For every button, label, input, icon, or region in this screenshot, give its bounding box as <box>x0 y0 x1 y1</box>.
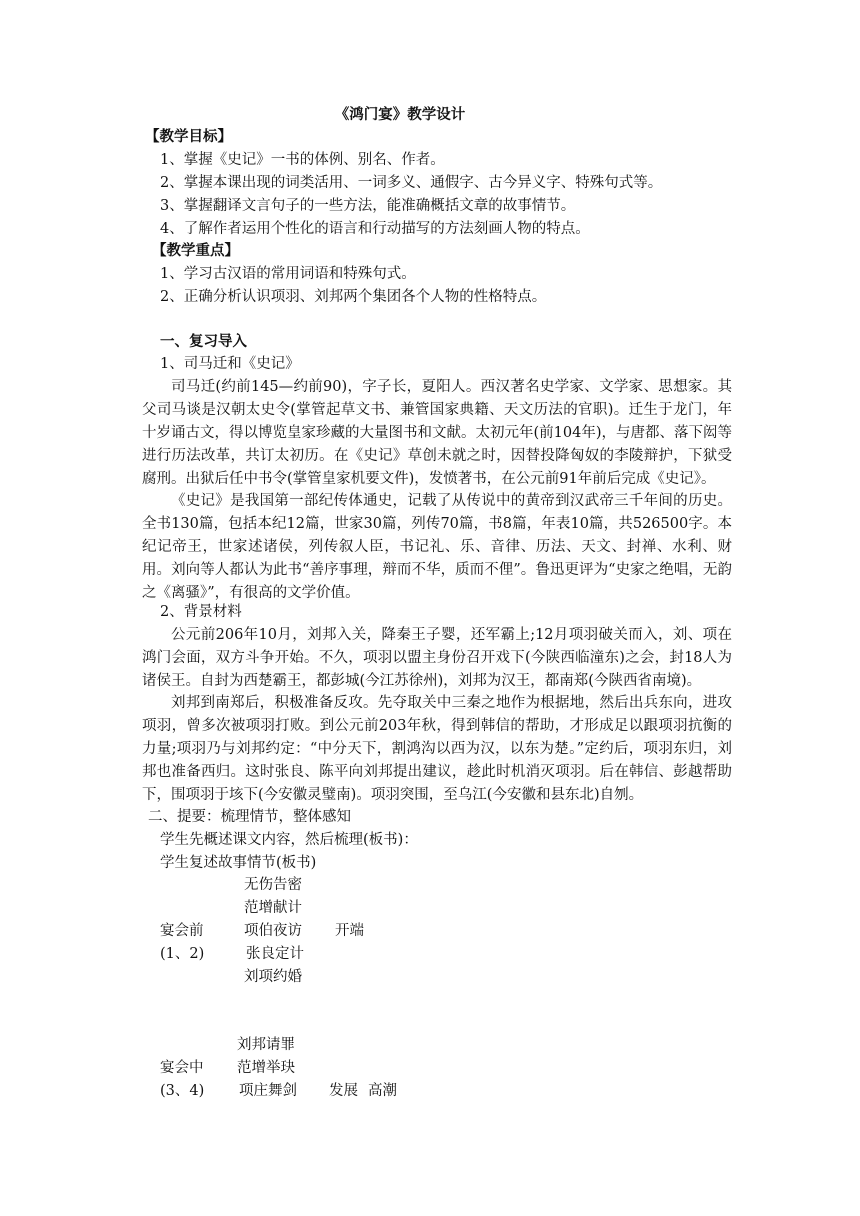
board1-item: 项伯夜访 <box>244 923 302 939</box>
board1-stage: 开端 <box>335 923 364 939</box>
board2-stage: 高潮 <box>368 1083 397 1099</box>
board2-item: 刘邦请罪 <box>237 1037 295 1053</box>
board2-label: 宴会中 <box>160 1060 204 1076</box>
board1-item: 无伤告密 <box>244 877 302 893</box>
biography-paragraph: 司马迁(约前145—约前90)，字子长，夏阳人。西汉著名史学家、文学家、思想家。其父司马谈是汉朝太史令(掌管起草文书、兼管国家典籍、天文历法的官职)。迁生于龙门，年十岁诵古文，得以博览皇家珍藏的大量图书和文献。太初元年(前104年)，与唐都、落下闳等进行历法改革，共订太初历。在《史记》草创未就之时，因替投降匈奴的李陵辩护，下狱受腐刑。出狱后任中书令(掌管皇家机要文件)，发愤著书，在公元前91年前后完成《史记》。 <box>142 379 732 487</box>
goal-item: 1、掌握《史记》一书的体例、别名、作者。 <box>160 152 445 168</box>
goal-item: 3、掌握翻译文言句子的一些方法，能准确概括文章的故事情节。 <box>160 198 576 214</box>
key-points-heading: 【教学重点】 <box>152 242 239 259</box>
goals-heading: 【教学目标】 <box>145 128 232 145</box>
shiji-paragraph: 《史记》是我国第一部纪传体通史，记载了从传说中的黄帝到汉武帝三千年间的历史。全书130篇，包括本纪12篇，世家30篇，列传70篇，书8篇，年表10篇，共526500字。本纪记帝王，世家述诸侯，列传叙人臣，书记礼、乐、音律、历法、天文、封禅、水利、财用。刘向等人都认为此书“善序事理，辩而不华，质而不俚”。鲁迅更评为“史家之绝唱，无韵之《离骚》”，有很高的文学价值。 <box>142 493 732 601</box>
section1-heading: 一、复习导入 <box>160 333 247 350</box>
key-point-item: 1、学习古汉语的常用词语和特殊句式。 <box>160 266 416 282</box>
intro-line: 学生先概述课文内容，然后梳理(板书)： <box>160 832 418 848</box>
goal-item: 2、掌握本课出现的词类活用、一词多义、通假字、古今异义字、特殊句式等。 <box>160 175 663 191</box>
background-paragraph-2: 刘邦到南郑后，积极准备反攻。先夺取关中三秦之地作为根据地，然后出兵东向，进攻项羽，曾多次被项羽打败。到公元前203年秋，得到韩信的帮助，才形成足以跟项羽抗衡的力量;项羽乃与刘邦约定：“中分天下，割鸿沟以西为汉，以东为楚。”定约后，项羽东归，刘邦也准备西归。这时张良、陈平向刘邦提出建议，趁此时机消灭项羽。后在韩信、彭越帮助下，围项羽于垓下(今安徽灵璧南)。项羽突围，至乌江(今安徽和县东北)自刎。 <box>142 695 732 803</box>
board2-item: 项庄舞剑 <box>239 1083 297 1099</box>
board2-item: 范增举玦 <box>237 1060 295 1076</box>
board1-item: 范增献计 <box>244 900 302 916</box>
section2-heading: 二、提要：梳理情节，整体感知 <box>148 809 351 825</box>
key-point-item: 2、正确分析认识项羽、刘邦两个集团各个人物的性格特点。 <box>160 289 547 305</box>
board2-stage: 发展 <box>329 1083 358 1099</box>
retell-line: 学生复述故事情节(板书) <box>160 855 317 871</box>
board1-chapters: (1、2) <box>160 946 205 962</box>
goal-item: 4、了解作者运用个性化的语言和行动描写的方法刻画人物的特点。 <box>160 221 590 237</box>
board1-item: 张良定计 <box>246 946 304 962</box>
subsection1-heading: 1、司马迁和《史记》 <box>160 356 300 372</box>
background-paragraph-1: 公元前206年10月，刘邦入关，降秦王子婴，还军霸上;12月项羽破关而入，刘、项在鸿门会面，双方斗争开始。不久，项羽以盟主身份召开戏下(今陕西临潼东)之会，封18人为诸侯王。自封为西楚霸王，都彭城(今江苏徐州)，刘邦为汉王，都南郑(今陕西省南境)。 <box>142 627 732 689</box>
board2-chapters: (3、4) <box>160 1083 205 1099</box>
document-title: 《鸿门宴》教学设计 <box>334 106 466 123</box>
subsection2-heading: 2、背景材料 <box>160 604 242 620</box>
board1-item: 刘项约婚 <box>244 969 302 985</box>
board1-label: 宴会前 <box>160 923 204 939</box>
